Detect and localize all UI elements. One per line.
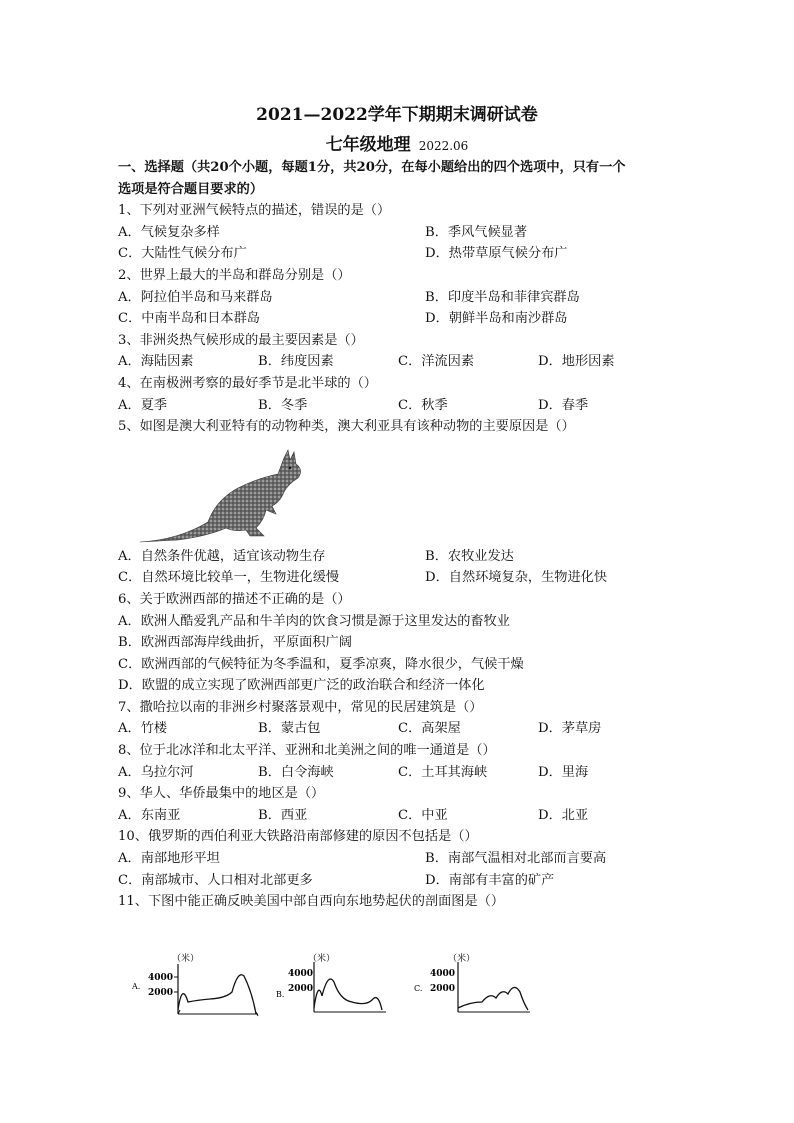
option-b: B．农牧业发达 bbox=[425, 548, 514, 564]
tick-2000-a: 2000 bbox=[148, 988, 174, 998]
option-c: C．欧洲西部的气候特征为冬季温和，夏季凉爽，降水很少，气候干燥 bbox=[118, 656, 524, 672]
option-c: C．土耳其海峡 bbox=[398, 764, 488, 780]
tick-2000-b: 2000 bbox=[288, 984, 314, 994]
kangaroo-picture bbox=[138, 448, 308, 546]
option-c: C．中南半岛和日本群岛 bbox=[118, 311, 260, 327]
question-stem: 11、下图中能正确反映美国中部自西向东地势起伏的剖面图是（） bbox=[118, 894, 505, 910]
option-d: D．地形因素 bbox=[538, 354, 615, 370]
option-d: D．欧盟的成立实现了欧洲西部更广泛的政治联合和经济一体化 bbox=[118, 678, 485, 694]
tick-4000-a: 4000 bbox=[148, 973, 174, 983]
unit-label-a: （米） bbox=[172, 954, 200, 964]
option-b: B．南部气温相对北部而言要高 bbox=[425, 851, 607, 867]
option-b: B．欧洲西部海岸线曲折，平原面积广阔 bbox=[118, 635, 352, 651]
option-a: A．东南亚 bbox=[118, 807, 181, 823]
option-d: D．茅草房 bbox=[538, 721, 602, 737]
kangaroo-body bbox=[140, 450, 301, 542]
exam-date: 2022.06 bbox=[418, 139, 469, 153]
question-stem: 9、华人、华侨最集中的地区是（） bbox=[118, 786, 325, 802]
option-c: C．南部城市、人口相对北部更多 bbox=[118, 872, 313, 888]
exam-subtitle bbox=[0, 130, 794, 155]
option-b: B．印度半岛和菲律宾群岛 bbox=[425, 289, 580, 305]
option-row bbox=[118, 870, 688, 892]
option-d: D．南部有丰富的矿产 bbox=[425, 872, 555, 888]
option-a: A．阿拉伯半岛和马来群岛 bbox=[118, 289, 273, 305]
option-row bbox=[118, 805, 688, 827]
option-row bbox=[118, 222, 688, 244]
option-row bbox=[118, 718, 688, 740]
question-list bbox=[118, 157, 688, 913]
option-row bbox=[118, 546, 688, 568]
option-row bbox=[118, 287, 688, 309]
section-heading: 一、选择题（共20个小题，每题1分，共20分，在每小题给出的四个选项中，只有一个 bbox=[118, 160, 626, 175]
option-b: B．季风气候显著 bbox=[425, 224, 528, 240]
label-a: A. bbox=[132, 982, 141, 991]
exam-title: 2021—2022学年下期期末调研试卷 bbox=[256, 105, 538, 125]
option-row bbox=[118, 308, 688, 330]
label-b: B. bbox=[276, 990, 285, 999]
question-stem: 5、如图是澳大利亚特有的动物种类，澳大利亚具有该种动物的主要原因是（） bbox=[118, 419, 575, 435]
unit-label-b: （米） bbox=[308, 954, 336, 964]
option-row bbox=[118, 567, 688, 589]
option-row bbox=[118, 351, 688, 373]
profile-curve-c bbox=[458, 987, 528, 1010]
option-c: C．高架屋 bbox=[398, 721, 461, 737]
option-b: B．白令海峡 bbox=[258, 764, 334, 780]
option-a: A．乌拉尔河 bbox=[118, 764, 194, 780]
question-stem: 6、关于欧洲西部的描述不正确的是（） bbox=[118, 591, 351, 607]
question-stem: 8、位于北冰洋和北太平洋、亚洲和北美洲之间的唯一通道是（） bbox=[118, 743, 496, 759]
option-c: C．中亚 bbox=[398, 807, 448, 823]
option-c: C．大陆性气候分布广 bbox=[118, 246, 247, 262]
option-row bbox=[118, 243, 688, 265]
question-stem: 3、非洲炎热气候形成的最主要因素是（） bbox=[118, 332, 364, 348]
option-a: A．自然条件优越，适宜该动物生存 bbox=[118, 548, 326, 564]
profile-b bbox=[276, 952, 386, 1012]
option-d: D．自然环境复杂，生物进化快 bbox=[425, 570, 608, 586]
option-b: B．西亚 bbox=[258, 807, 308, 823]
question-stem: 10、俄罗斯的西伯利亚大铁路沿南部修建的原因不包括是（） bbox=[118, 829, 478, 845]
option-c: C．自然环境比较单一，生物进化缓慢 bbox=[118, 570, 340, 586]
section-heading-cont: 选项是符合题目要求的） bbox=[118, 181, 264, 197]
question-stem: 7、撒哈拉以南的非洲乡村聚落景观中，常见的民居建筑是（） bbox=[118, 699, 483, 715]
option-b: B．冬季 bbox=[258, 397, 308, 413]
tick-4000-c: 4000 bbox=[430, 969, 456, 979]
option-d: D．北亚 bbox=[538, 807, 589, 823]
option-d: D．朝鲜半岛和南沙群岛 bbox=[425, 311, 568, 327]
profile-curve-b bbox=[314, 979, 382, 1010]
option-a: A．欧洲人酷爱乳产品和牛羊肉的饮食习惯是源于这里发达的畜牧业 bbox=[118, 613, 510, 629]
terrain-profile-charts bbox=[130, 952, 550, 1024]
option-d: D．热带草原气候分布广 bbox=[425, 246, 568, 262]
option-a: A．竹楼 bbox=[118, 721, 168, 737]
subject-label: 七年级地理 bbox=[325, 135, 411, 155]
profile-c bbox=[414, 952, 530, 1012]
label-c: C. bbox=[414, 984, 423, 993]
kangaroo-figure bbox=[118, 438, 688, 546]
option-c: C．秋季 bbox=[398, 397, 448, 413]
option-d: D．春季 bbox=[538, 397, 589, 413]
unit-label-c: （米） bbox=[448, 954, 476, 964]
option-row bbox=[118, 762, 688, 784]
question-stem: 1、下列对亚洲气候特点的描述，错误的是（） bbox=[118, 203, 391, 219]
arrow-marks-a bbox=[178, 1010, 258, 1016]
option-a: A．海陆因素 bbox=[118, 354, 194, 370]
option-b: B．蒙古包 bbox=[258, 721, 321, 737]
option-a: A．气候复杂多样 bbox=[118, 224, 220, 240]
option-row bbox=[118, 395, 688, 417]
option-a: A．南部地形平坦 bbox=[118, 851, 220, 867]
question-stem: 2、世界上最大的半岛和群岛分别是（） bbox=[118, 267, 351, 283]
tick-2000-c: 2000 bbox=[430, 984, 456, 994]
option-a: A．夏季 bbox=[118, 397, 168, 413]
option-b: B．纬度因素 bbox=[258, 354, 334, 370]
kangaroo-eye bbox=[289, 467, 291, 469]
option-d: D．里海 bbox=[538, 764, 589, 780]
tick-4000-b: 4000 bbox=[288, 969, 314, 979]
option-row bbox=[118, 848, 688, 870]
profile-a bbox=[131, 952, 258, 1016]
option-c: C．洋流因素 bbox=[398, 354, 475, 370]
question-stem: 4、在南极洲考察的最好季节是北半球的（） bbox=[118, 375, 377, 391]
profile-curve-a bbox=[178, 975, 256, 1014]
